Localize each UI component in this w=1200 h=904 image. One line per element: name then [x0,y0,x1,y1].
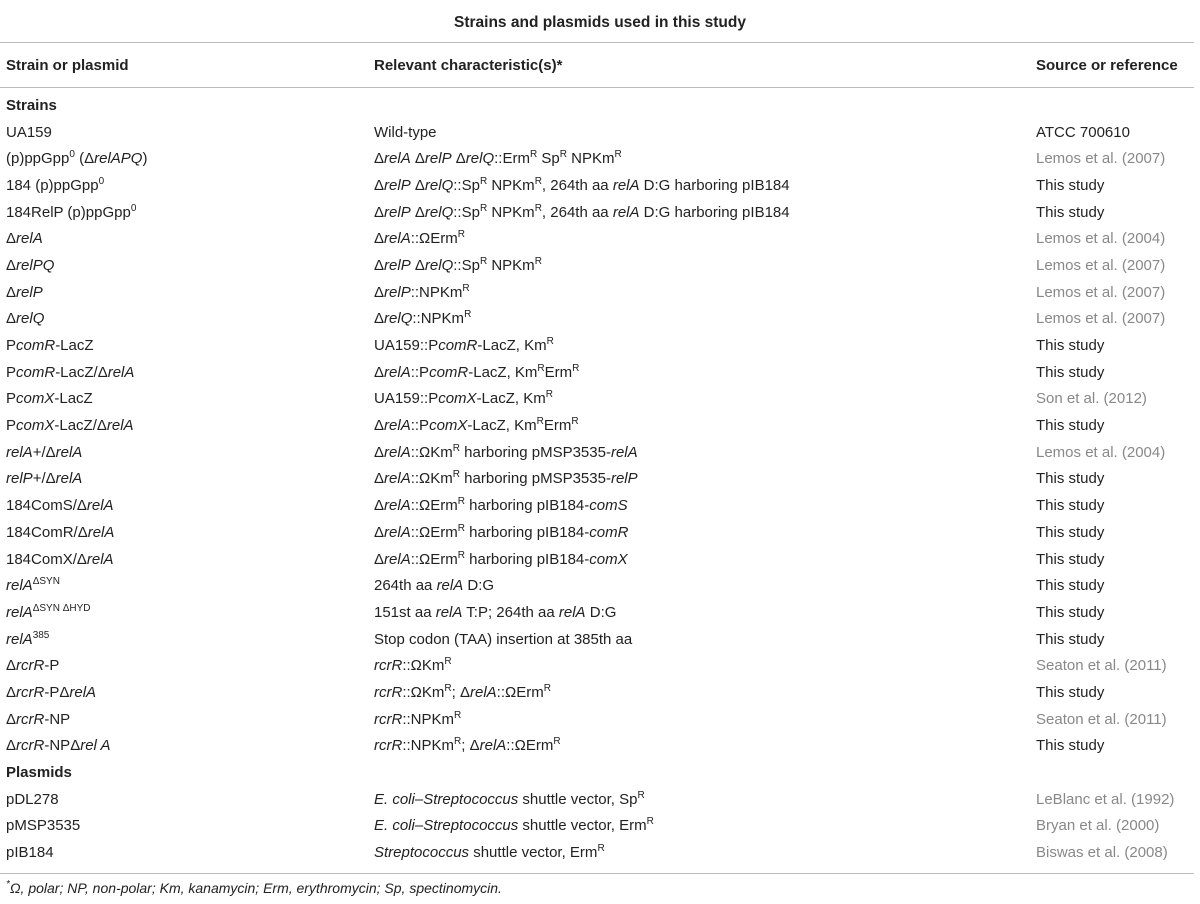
characteristic-cell: ΔrelP::NPKm$^R$ [374,282,470,301]
source-cell: This study [1036,683,1105,701]
table-row [6,119,1196,146]
section-row-strains [6,92,1196,119]
table-row [6,466,1196,493]
strain-cell: relP+/ΔrelA [6,470,83,488]
source-cell[interactable]: LeBlanc et al. (1992) [1036,790,1175,808]
section-label: Strains [6,96,57,114]
strain-cell: PcomX-LacZ [6,390,93,408]
characteristic-cell: ΔrelA::ΩErm$^R$ harboring pIB184-comS [374,496,628,515]
table-row [6,492,1196,519]
table-row [6,172,1196,199]
table-row [6,546,1196,573]
strain-cell: relA+/ΔrelA [6,443,83,461]
source-cell: This study [1036,337,1105,355]
source-cell: This study [1036,523,1105,541]
strain-cell: pMSP3535 [6,817,81,835]
section-label: Plasmids [6,764,72,782]
source-cell[interactable]: Lemos et al. (2007) [1036,310,1166,328]
source-cell: This study [1036,737,1105,755]
strain-cell: relA$^{\Delta SYN \Delta HYD}$ [6,602,91,621]
table-body [6,92,1196,866]
table-row [6,386,1196,413]
characteristic-cell: ΔrelA::PcomR-LacZ, $Km^RErm^R$ [374,362,580,381]
strain-cell: pIB184 [6,844,54,862]
source-cell[interactable]: Lemos et al. (2007) [1036,256,1166,274]
table-row [6,439,1196,466]
table-row [6,145,1196,172]
table-row [6,225,1196,252]
source-cell: This study [1036,363,1105,381]
table-row [6,306,1196,333]
strain-cell: 184RelP (p)ppGpp$^0$ [6,202,137,221]
table-footnote: *Ω, polar; NP, non-polar; Km, kanamycin; Erm, erythromycin; Sp, spectinomycin. [6,879,502,896]
strain-cell: PcomR-LacZ [6,337,94,355]
characteristic-cell: rcrR::ΩKm$^R$; ΔrelA::ΩErm$^R$ [374,682,551,701]
strain-cell: ΔrcrR-PΔrelA [6,683,97,701]
characteristic-cell: ΔrelP $\Delta relQ::Sp^R$ NPKm$^R$, 264th aa relA D:G harboring pIB184 [374,202,790,221]
characteristic-cell: 264th aa relA D:G [374,577,495,595]
source-cell: This study [1036,497,1105,515]
source-cell: This study [1036,550,1105,568]
table-row [6,652,1196,679]
strain-cell: 184ComR/ΔrelA [6,523,115,541]
header-characteristic: Relevant characteristic(s)* [374,57,563,74]
characteristic-cell: UA159::PcomX-LacZ, $Km^R$ [374,389,553,408]
strain-cell: UA159 [6,123,52,141]
source-cell: This study [1036,203,1105,221]
header-rule [0,87,1194,88]
source-cell: This study [1036,630,1105,648]
strain-cell: (p)ppGpp$^0$ (ΔrelAPQ) [6,149,148,168]
strain-cell: relA$^{385}$ [6,629,50,648]
source-cell[interactable]: Bryan et al. (2000) [1036,817,1160,835]
source-cell: This study [1036,417,1105,435]
characteristic-cell: ΔrelA::ΩErm$^R$ harboring pIB184-comR [374,522,629,541]
strain-cell: PcomR-LacZ/ΔrelA [6,363,135,381]
table-row [6,199,1196,226]
table-row [6,252,1196,279]
source-cell: This study [1036,577,1105,595]
characteristic-cell: rcrR::ΩKm$^R$ [374,656,452,675]
strain-cell: PcomX-LacZ/ΔrelA [6,417,134,435]
characteristic-cell: 151st aa relA T:P; 264th aa relA D:G [374,603,617,621]
source-cell[interactable]: Lemos et al. (2004) [1036,443,1166,461]
characteristic-cell: rcrR::NPKm$^R$; ΔrelA::ΩErm$^R$ [374,736,561,755]
source-cell[interactable]: Lemos et al. (2007) [1036,150,1166,168]
bottom-rule [0,873,1194,874]
table-row [6,519,1196,546]
characteristic-cell: E. coli–Streptococcus shuttle vector, Erm$^R$ [374,816,654,835]
characteristic-cell: UA159::PcomR-LacZ, $Km^R$ [374,336,554,355]
table-row [6,412,1196,439]
table-row [6,359,1196,386]
table-row [6,706,1196,733]
table-row [6,733,1196,760]
source-cell: This study [1036,603,1105,621]
characteristic-cell: ΔrelA::PcomX-LacZ, $Km^RErm^R$ [374,416,579,435]
characteristic-cell: Wild-type [374,123,437,141]
section-row-plasmids [6,759,1196,786]
source-cell: This study [1036,176,1105,194]
table-row [6,572,1196,599]
characteristic-cell: ΔrelP $\Delta relQ::Sp^R$ NPKm$^R$ [374,255,542,274]
characteristic-cell: ΔrelA::ΩKm$^R$ harboring pMSP3535-relP [374,469,638,488]
table-row [6,813,1196,840]
characteristic-cell: ΔrelA::ΩErm$^R$ [374,229,465,248]
source-cell: ATCC 700610 [1036,123,1130,141]
source-cell: This study [1036,470,1105,488]
strain-cell: ΔrelA [6,230,43,248]
top-rule [0,42,1194,43]
strain-cell: ΔrcrR-NP [6,710,71,728]
header-source: Source or reference [1036,57,1178,74]
characteristic-cell: rcrR::NPKm$^R$ [374,709,462,728]
table-row [6,679,1196,706]
table-row [6,599,1196,626]
strain-cell: 184ComX/ΔrelA [6,550,114,568]
source-cell[interactable]: Seaton et al. (2011) [1036,657,1167,675]
characteristic-cell: ΔrelP $\Delta relQ::Sp^R$ NPKm$^R$, 264th aa relA D:G harboring pIB184 [374,175,790,194]
strain-cell: 184 (p)ppGpp$^0$ [6,175,105,194]
table-row [6,626,1196,653]
strain-cell: pDL278 [6,790,59,808]
characteristic-cell: Streptococcus shuttle vector, Erm$^R$ [374,843,605,862]
table-row [6,839,1196,866]
table-row [6,332,1196,359]
header-strain: Strain or plasmid [6,57,129,74]
strain-cell: ΔrelQ [6,310,45,328]
source-cell[interactable]: Biswas et al. (2008) [1036,844,1168,862]
characteristic-cell: ΔrelA::ΩKm$^R$ harboring pMSP3535-relA [374,442,638,461]
source-cell[interactable]: Son et al. (2012) [1036,390,1147,408]
strain-cell: ΔrelP [6,283,43,301]
table-row [6,786,1196,813]
strain-cell: 184ComS/ΔrelA [6,497,114,515]
characteristic-cell: ΔrelA ΔrelP ΔrelQ::Erm$^R$ $Sp^R$ NPKm$^R$ [374,149,622,168]
characteristic-cell: ΔrelA::ΩErm$^R$ harboring pIB184-comX [374,549,628,568]
strain-cell: ΔrelPQ [6,256,55,274]
strains-plasmids-table [6,92,1196,866]
source-cell[interactable]: Lemos et al. (2004) [1036,230,1166,248]
strain-cell: ΔrcrR-P [6,657,60,675]
strain-cell: relA$^{\Delta SYN}$ [6,576,60,595]
strain-cell: ΔrcrR-NPΔrel A [6,737,111,755]
source-cell[interactable]: Seaton et al. (2011) [1036,710,1167,728]
source-cell[interactable]: Lemos et al. (2007) [1036,283,1166,301]
characteristic-cell: ΔrelQ::NPKm$^R$ [374,309,472,328]
table-title: Strains and plasmids used in this study [454,14,746,31]
table-row [6,279,1196,306]
characteristic-cell: Stop codon (TAA) insertion at 385th aa [374,630,633,648]
characteristic-cell: E. coli–Streptococcus shuttle vector, $Sp^R$ [374,789,645,808]
